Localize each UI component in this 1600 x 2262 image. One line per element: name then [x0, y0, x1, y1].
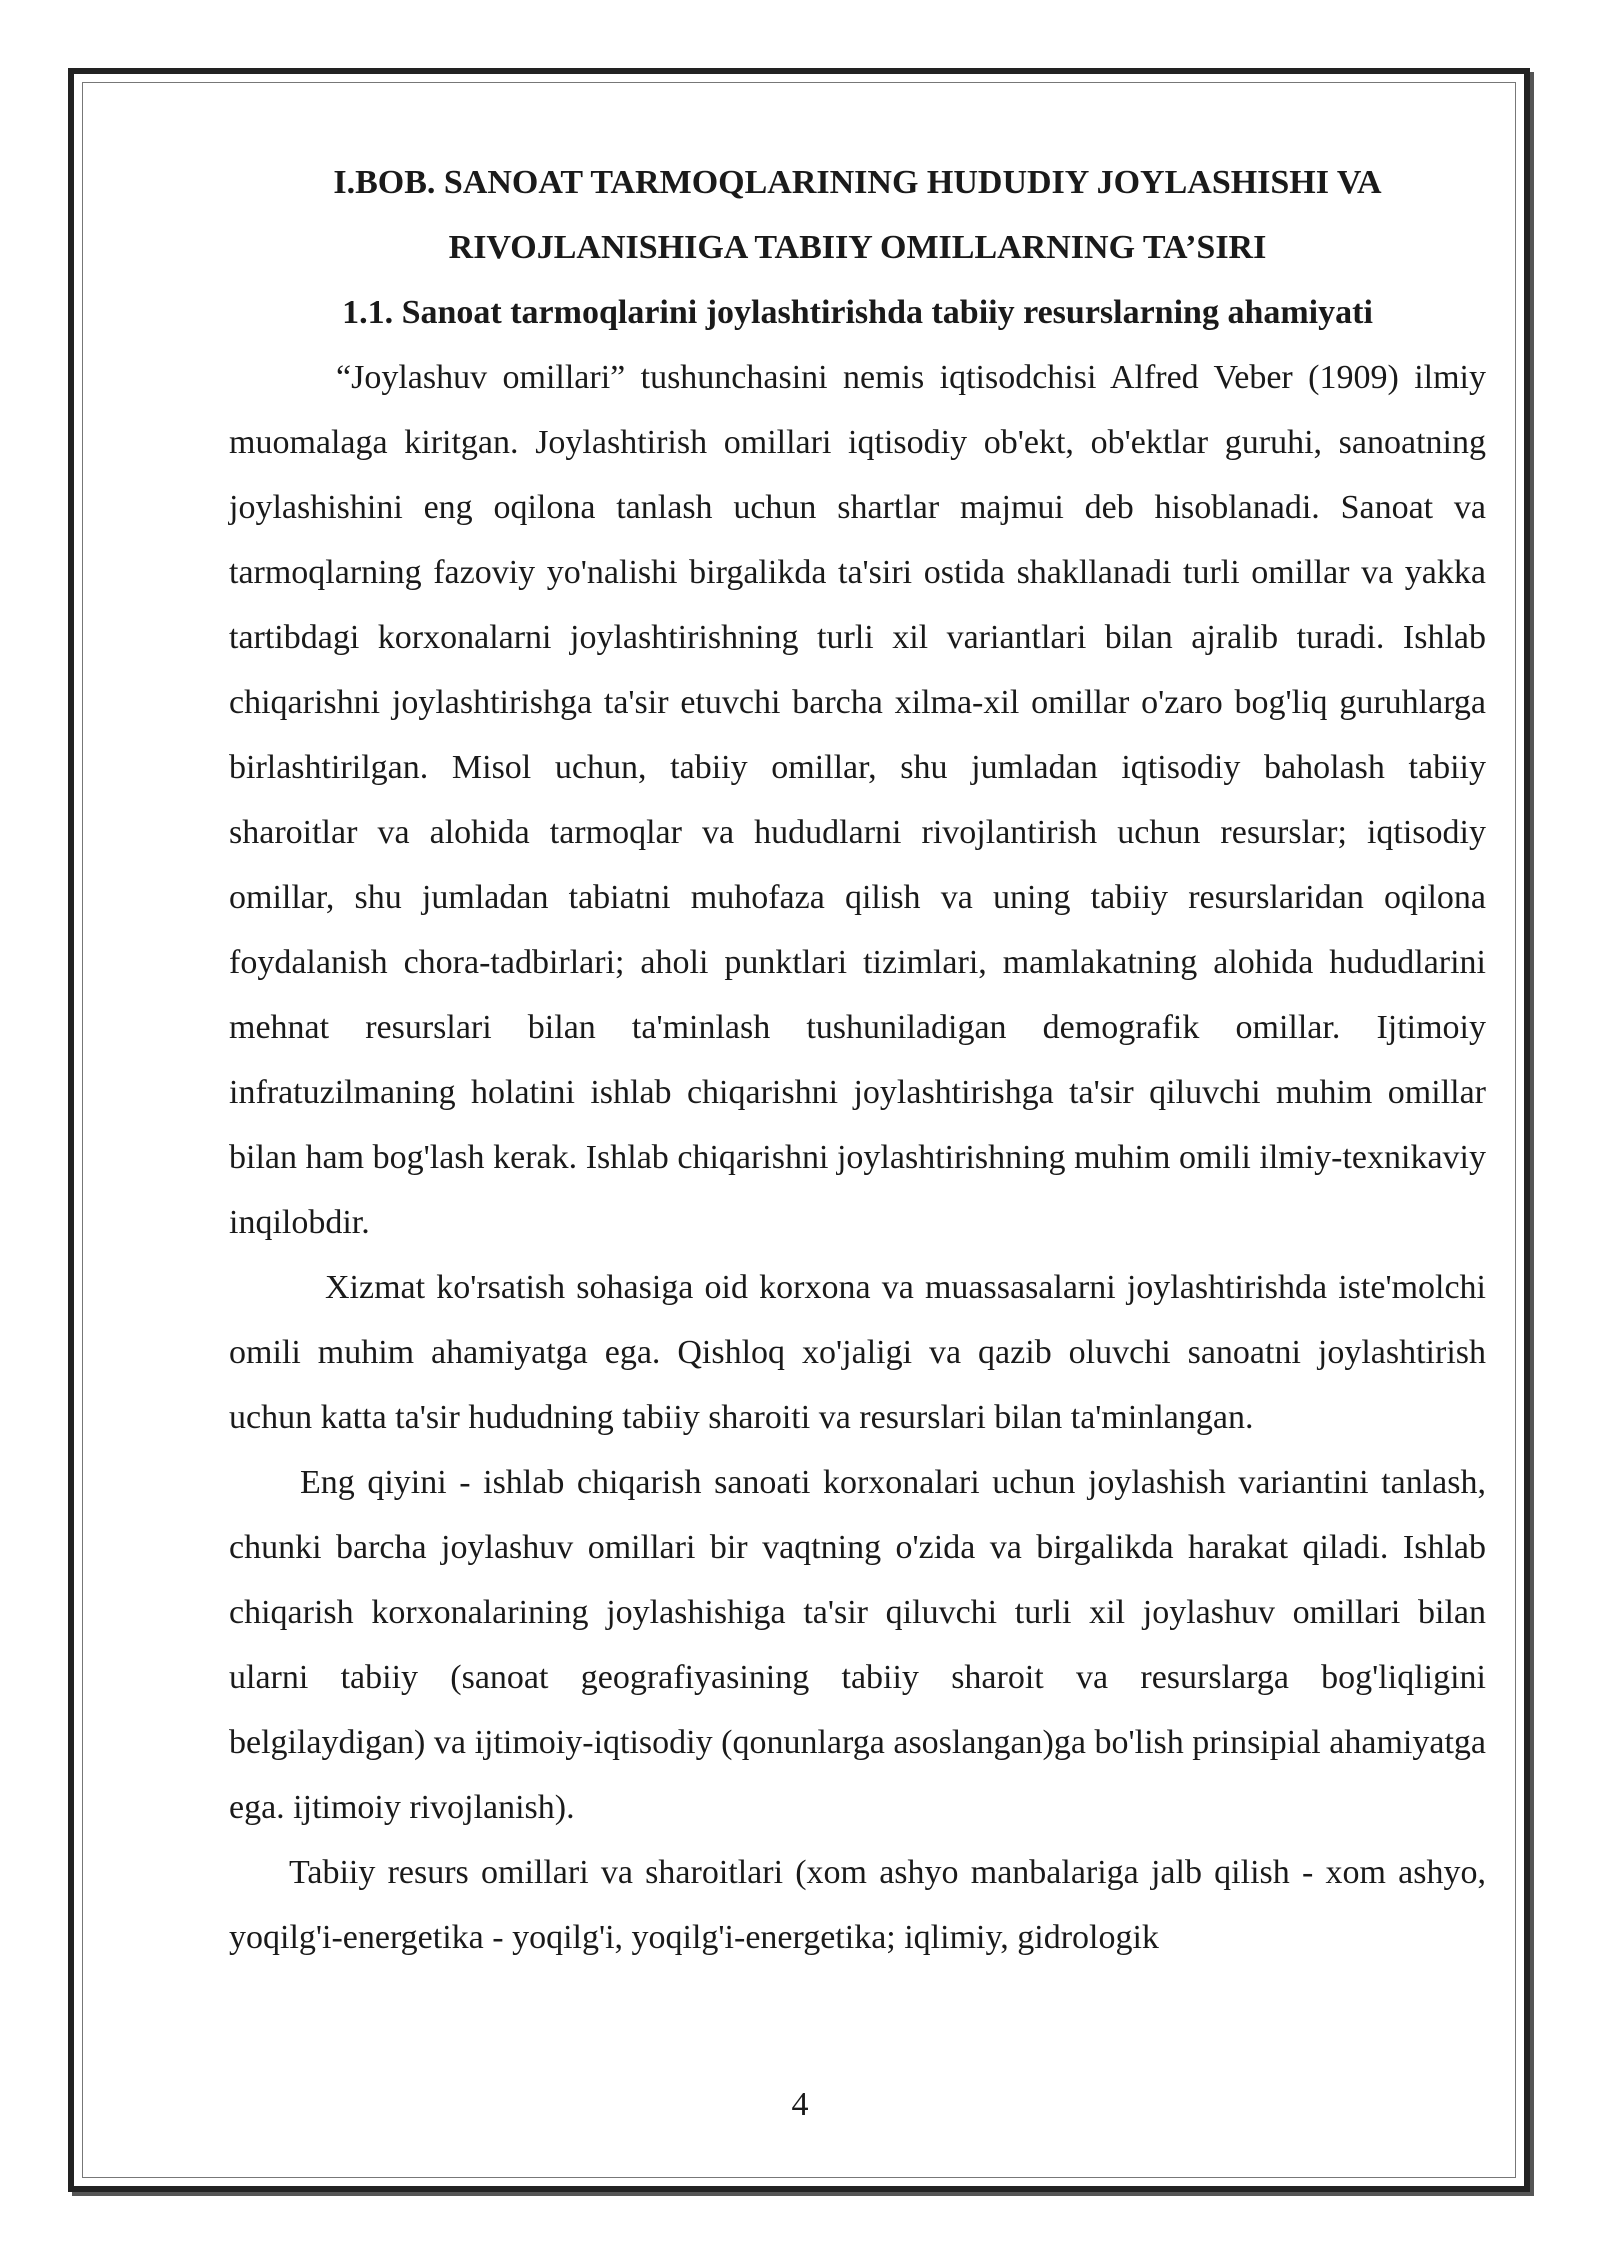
- section-title: 1.1. Sanoat tarmoqlarini joylashtirishda tabiiy resurslarning ahamiyati: [342, 294, 1373, 331]
- page-number: 4: [791, 2086, 809, 2123]
- paragraph-1: “Joylashuv omillari” tushunchasini nemis iqtisodchisi Alfred Veber (1909) ilmiy muomalaga kiritgan. Joylashtirish omillari iqtisodiy ob'ekt, ob'ektlar guruhi, sanoatning joylashishini eng oqilona tanlash uchun shartlar majmui deb hisoblanadi. Sanoat va tarmoqlarning fazoviy yo'nalishi birgalikda ta'siri ostida shakllanadi turli omillar va yakka tartibdagi korxonalarni joylashtirishning turli xil variantlari bilan ajralib turadi. Ishlab chiqarishni joylashtirishga ta'sir etuvchi barcha xilma-xil omillar o'zaro bog'liq guruhlarga birlashtirilgan. Misol uchun, tabiiy omillar, shu jumladan iqtisodiy baholash tabiiy sharoitlar va alohida tarmoqlar va hududlarni rivojlantirish uchun resurslar; iqtisodiy omillar, shu jumladan tabiatni muhofaza qilish va uning tabiiy resurslaridan oqilona foydalanish chora-tadbirlari; aholi punktlari tizimlari, mamlakatning alohida hududlarini mehnat resurslari bilan ta'minlash tushuniladigan demografik omillar. Ijtimoiy infratuzilmaning holatini ishlab chiqarishni joylashtirishga ta'sir qiluvchi muhim omillar bilan ham bog'lash kerak. Ishlab chiqarishni joylashtirishning muhim omili ilmiy-texnikaviy inqilobdir.: [229, 359, 1486, 1241]
- chapter-title-line-1: I.BOB. SANOAT TARMOQLARINING HUDUDIY JOYLASHISHI VA: [333, 164, 1382, 201]
- chapter-title-line-2: RIVOJLANISHIGA TABIIY OMILLARNING TA’SIRI: [448, 229, 1267, 266]
- paragraph-4: Tabiiy resurs omillari va sharoitlari (xom ashyo manbalariga jalb qilish - xom ashyo, yoqilg'i-energetika - yoqilg'i, yoqilg'i-energetika; iqlimiy, gidrologik: [229, 1854, 1486, 1956]
- paragraph-3: Eng qiyini - ishlab chiqarish sanoati korxonalari uchun joylashish variantini tanlash, chunki barcha joylashuv omillari bir vaqtning o'zida va birgalikda harakat qiladi. Ishlab chiqarish korxonalarining joylashishiga ta'sir qiluvchi turli xil joylashuv omillari bilan ularni tabiiy (sanoat geografiyasining tabiiy sharoit va resurslarga bog'liqligini belgilaydigan) va ijtimoiy-iqtisodiy (qonunlarga asoslangan)ga bo'lish prinsipial ahamiyatga ega. ijtimoiy rivojlanish).: [229, 1464, 1486, 1826]
- paragraph-2: Xizmat ko'rsatish sohasiga oid korxona va muassasalarni joylashtirishda iste'molchi omili muhim ahamiyatga ega. Qishloq xo'jaligi va qazib oluvchi sanoatni joylashtirish uchun katta ta'sir hududning tabiiy sharoiti va resurslari bilan ta'minlangan.: [229, 1269, 1486, 1436]
- document-body: [229, 150, 1486, 1970]
